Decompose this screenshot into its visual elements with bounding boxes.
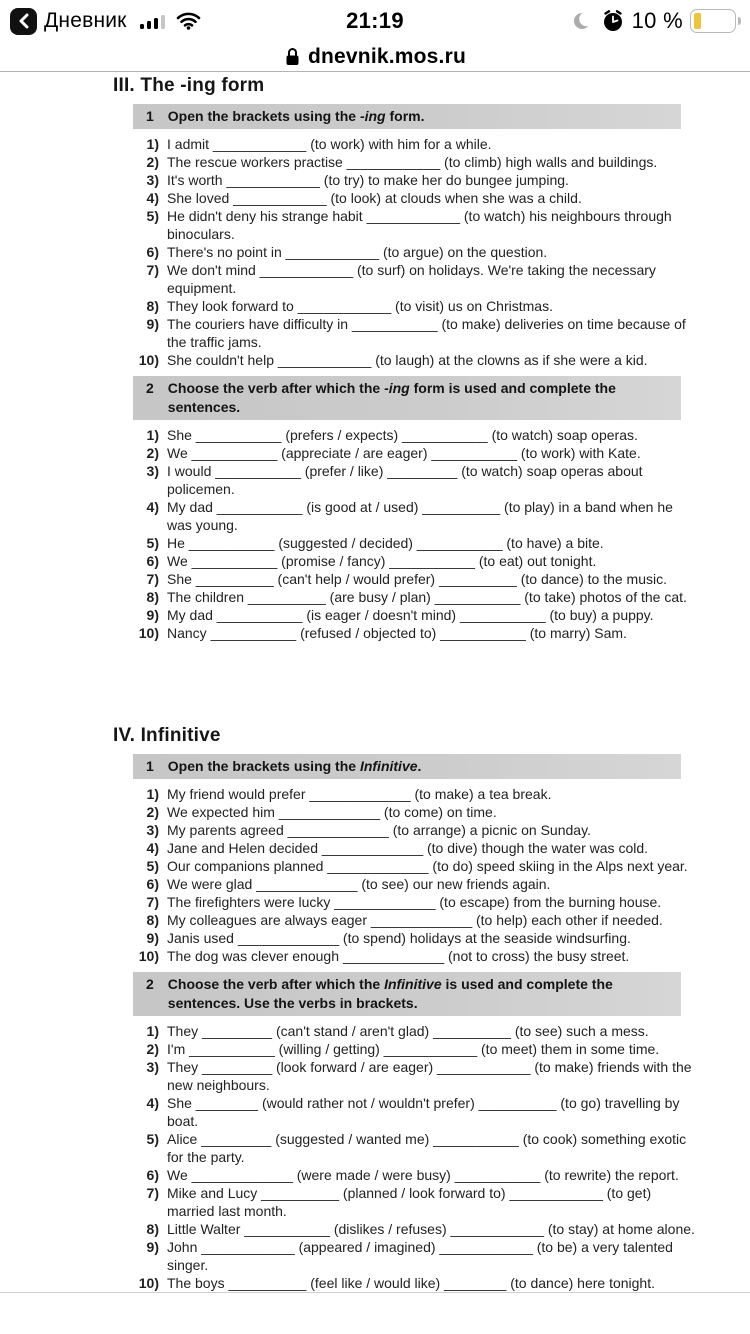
exercise-header-bar xyxy=(133,376,681,420)
item-text: My colleagues are always eager _____________ (to help) each other if needed. xyxy=(167,912,663,928)
exercise-item xyxy=(133,462,695,498)
item-number: 7) xyxy=(146,1185,159,1201)
exercise-item xyxy=(133,498,695,534)
item-text: The rescue workers practise ____________ (to climb) high walls and buildings. xyxy=(167,154,658,170)
exercise-block xyxy=(0,754,750,965)
item-number: 5) xyxy=(146,208,159,224)
item-text: She __________ (can't help / would prefer) __________ (to dance) to the music. xyxy=(167,571,668,587)
item-number: 4) xyxy=(146,190,159,206)
item-number: 3) xyxy=(146,1059,159,1075)
url-domain: dnevnik.mos.ru xyxy=(307,44,466,68)
item-text: Little Walter ___________ (dislikes / refuses) ____________ (to stay) at home alone. xyxy=(167,1221,695,1237)
exercise-item xyxy=(133,1274,695,1292)
item-number: 8) xyxy=(146,589,159,605)
exercise-item xyxy=(133,534,695,552)
worksheet-section xyxy=(0,725,750,1292)
lock-icon xyxy=(284,47,301,67)
item-text: We expected him _____________ (to come) on time. xyxy=(167,804,497,820)
alarm-clock-icon xyxy=(601,9,625,33)
item-number: 3) xyxy=(146,822,159,838)
item-number: 6) xyxy=(146,244,159,260)
item-text: We ___________ (appreciate / are eager) ___________ (to work) with Kate. xyxy=(167,445,641,461)
item-text: My parents agreed _____________ (to arrange) a picnic on Sunday. xyxy=(167,822,591,838)
exercise-item xyxy=(133,821,695,839)
back-to-app-button[interactable] xyxy=(10,8,37,35)
item-number: 2) xyxy=(146,154,159,170)
exercise-item xyxy=(133,207,695,243)
status-bar xyxy=(0,0,750,42)
item-text: I admit ____________ (to work) with him for a while. xyxy=(167,136,492,152)
exercise-item xyxy=(133,189,695,207)
exercise-item xyxy=(133,1238,695,1274)
item-number: 10) xyxy=(138,1275,159,1291)
item-number: 10) xyxy=(138,352,159,368)
exercise-item xyxy=(133,351,695,369)
exercise-item xyxy=(133,893,695,911)
item-text: Nancy ___________ (refused / objected to) ___________ (to marry) Sam. xyxy=(167,625,627,641)
item-text: The firefighters were lucky _____________ (to escape) from the burning house. xyxy=(167,894,662,910)
item-number: 7) xyxy=(146,894,159,910)
exercise-item xyxy=(133,588,695,606)
exercise-item xyxy=(133,570,695,588)
item-number: 7) xyxy=(146,571,159,587)
exercise-item xyxy=(133,1166,695,1184)
exercise-block xyxy=(0,376,750,642)
exercise-number: 1 xyxy=(146,108,154,124)
item-text: She couldn't help ____________ (to laugh) at the clowns as if she were a kid. xyxy=(167,352,648,368)
item-number: 6) xyxy=(146,1167,159,1183)
item-number: 2) xyxy=(146,804,159,820)
battery-fill xyxy=(694,13,701,29)
dnd-moon-icon xyxy=(572,10,594,32)
item-text: My dad ___________ (is good at / used) __________ (to play) in a band when he was young. xyxy=(167,499,673,533)
exercise-item xyxy=(133,1130,695,1166)
exercise-item xyxy=(133,426,695,444)
cellular-signal-icon xyxy=(140,14,166,29)
battery-percent: 10 % xyxy=(631,8,683,33)
item-number: 8) xyxy=(146,912,159,928)
exercise-item xyxy=(133,785,695,803)
item-text: John ____________ (appeared / imagined) ____________ (to be) a very talented singer. xyxy=(167,1239,673,1273)
exercise-item xyxy=(133,171,695,189)
exercise-item xyxy=(133,929,695,947)
exercise-item xyxy=(133,624,695,642)
section-title: III. The -ing form xyxy=(113,75,265,96)
document-page xyxy=(0,72,750,1293)
item-number: 1) xyxy=(146,136,159,152)
exercise-item xyxy=(133,875,695,893)
item-number: 4) xyxy=(146,1095,159,1111)
worksheet-section xyxy=(0,75,750,642)
item-text: I would ___________ (prefer / like) _________ (to watch) soap operas about policemen. xyxy=(167,463,643,497)
exercise-number: 2 xyxy=(146,380,154,396)
exercise-item xyxy=(133,1022,695,1040)
item-text: We ___________ (promise / fancy) ___________ (to eat) out tonight. xyxy=(167,553,597,569)
item-number: 3) xyxy=(146,463,159,479)
item-text: The dog was clever enough _____________ (not to cross) the busy street. xyxy=(167,948,630,964)
item-number: 9) xyxy=(146,607,159,623)
exercise-item xyxy=(133,153,695,171)
item-text: The couriers have difficulty in ___________ (to make) deliveries on time because of the traffic jams. xyxy=(167,316,686,350)
item-text: She ___________ (prefers / expects) ___________ (to watch) soap operas. xyxy=(167,427,638,443)
item-number: 2) xyxy=(146,1041,159,1057)
exercise-block xyxy=(0,104,750,369)
item-number: 6) xyxy=(146,553,159,569)
worksheet-sections xyxy=(0,75,750,1292)
item-text: The boys __________ (feel like / would like) ________ (to dance) here tonight. xyxy=(167,1275,655,1291)
item-number: 1) xyxy=(146,427,159,443)
item-number: 1) xyxy=(146,786,159,802)
item-number: 9) xyxy=(146,930,159,946)
item-number: 8) xyxy=(146,298,159,314)
exercise-item xyxy=(133,315,695,351)
exercise-item xyxy=(133,947,695,965)
exercise-item xyxy=(133,1058,695,1094)
item-text: Mike and Lucy __________ (planned / look forward to) ____________ (to get) married last month. xyxy=(167,1185,652,1219)
exercise-item xyxy=(133,297,695,315)
exercise-number: 1 xyxy=(146,758,154,774)
exercise-item xyxy=(133,552,695,570)
item-text: Our companions planned _____________ (to do) speed skiing in the Alps next year. xyxy=(167,858,688,874)
item-number: 10) xyxy=(138,625,159,641)
exercise-instruction: Choose the verb after which the -ing form is used and complete the sentences. xyxy=(167,380,616,415)
item-text: Jane and Helen decided _____________ (to dive) though the water was cold. xyxy=(167,840,649,856)
item-text: They _________ (look forward / are eager) ____________ (to make) friends with the new neighbours. xyxy=(167,1059,692,1093)
exercise-item xyxy=(133,1184,695,1220)
item-text: My friend would prefer _____________ (to make) a tea break. xyxy=(167,786,552,802)
item-text: There's no point in ____________ (to argue) on the question. xyxy=(167,244,548,260)
section-title: IV. Infinitive xyxy=(113,725,221,746)
item-number: 4) xyxy=(146,840,159,856)
item-number: 3) xyxy=(146,172,159,188)
item-text: We were glad _____________ (to see) our new friends again. xyxy=(167,876,551,892)
exercise-instruction: Choose the verb after which the Infinitive is used and complete the sentences. Use the verbs in brackets. xyxy=(167,976,613,1011)
exercise-item xyxy=(133,135,695,153)
exercise-item xyxy=(133,803,695,821)
exercise-instruction: Open the brackets using the -ing form. xyxy=(167,108,425,124)
item-text: It's worth ____________ (to try) to make her do bungee jumping. xyxy=(167,172,569,188)
exercise-block xyxy=(0,972,750,1292)
back-app-label[interactable]: Дневник xyxy=(44,9,127,32)
item-number: 9) xyxy=(146,316,159,332)
item-text: She loved ____________ (to look) at clouds when she was a child. xyxy=(167,190,582,206)
exercise-item xyxy=(133,911,695,929)
exercise-item xyxy=(133,261,695,297)
item-text: They look forward to ____________ (to visit) us on Christmas. xyxy=(167,298,553,314)
item-text: She ________ (would rather not / wouldn't prefer) __________ (to go) travelling by boat. xyxy=(167,1095,680,1129)
item-number: 9) xyxy=(146,1239,159,1255)
item-text: My dad ___________ (is eager / doesn't mind) ___________ (to buy) a puppy. xyxy=(167,607,654,623)
item-text: They _________ (can't stand / aren't glad) __________ (to see) such a mess. xyxy=(167,1023,649,1039)
exercise-instruction: Open the brackets using the Infinitive. xyxy=(167,758,422,774)
exercise-header-bar xyxy=(133,972,681,1016)
item-text: We don't mind ____________ (to surf) on holidays. We're taking the necessary equipment. xyxy=(167,262,656,296)
exercise-number: 2 xyxy=(146,976,154,992)
wifi-icon xyxy=(176,12,201,30)
item-number: 4) xyxy=(146,499,159,515)
item-number: 5) xyxy=(146,535,159,551)
status-time: 21:19 xyxy=(346,8,404,33)
exercise-item xyxy=(133,444,695,462)
item-text: Janis used _____________ (to spend) holidays at the seaside windsurfing. xyxy=(167,930,631,946)
exercise-item xyxy=(133,857,695,875)
item-number: 5) xyxy=(146,858,159,874)
url-bar[interactable] xyxy=(0,42,750,72)
item-text: Alice _________ (suggested / wanted me) ___________ (to cook) something exotic for the party. xyxy=(167,1131,687,1165)
item-number: 8) xyxy=(146,1221,159,1237)
item-text: The children __________ (are busy / plan) ___________ (to take) photos of the cat. xyxy=(167,589,687,605)
item-number: 10) xyxy=(138,948,159,964)
exercise-header-bar xyxy=(133,754,681,779)
exercise-item xyxy=(133,1040,695,1058)
back-chevron-icon xyxy=(17,13,31,29)
item-text: He didn't deny his strange habit ____________ (to watch) his neighbours through binoculars. xyxy=(167,208,672,242)
battery-icon xyxy=(690,9,736,33)
exercise-item xyxy=(133,243,695,261)
item-number: 5) xyxy=(146,1131,159,1147)
exercise-item xyxy=(133,1094,695,1130)
item-text: He ___________ (suggested / decided) ___________ (to have) a bite. xyxy=(167,535,604,551)
item-text: We _____________ (were made / were busy) ___________ (to rewrite) the report. xyxy=(167,1167,679,1183)
item-number: 1) xyxy=(146,1023,159,1039)
exercise-item xyxy=(133,839,695,857)
exercise-item xyxy=(133,606,695,624)
exercise-header-bar xyxy=(133,104,681,129)
item-number: 6) xyxy=(146,876,159,892)
item-number: 7) xyxy=(146,262,159,278)
item-text: I'm ___________ (willing / getting) ____________ (to meet) them in some time. xyxy=(167,1041,660,1057)
exercise-item xyxy=(133,1220,695,1238)
item-number: 2) xyxy=(146,445,159,461)
